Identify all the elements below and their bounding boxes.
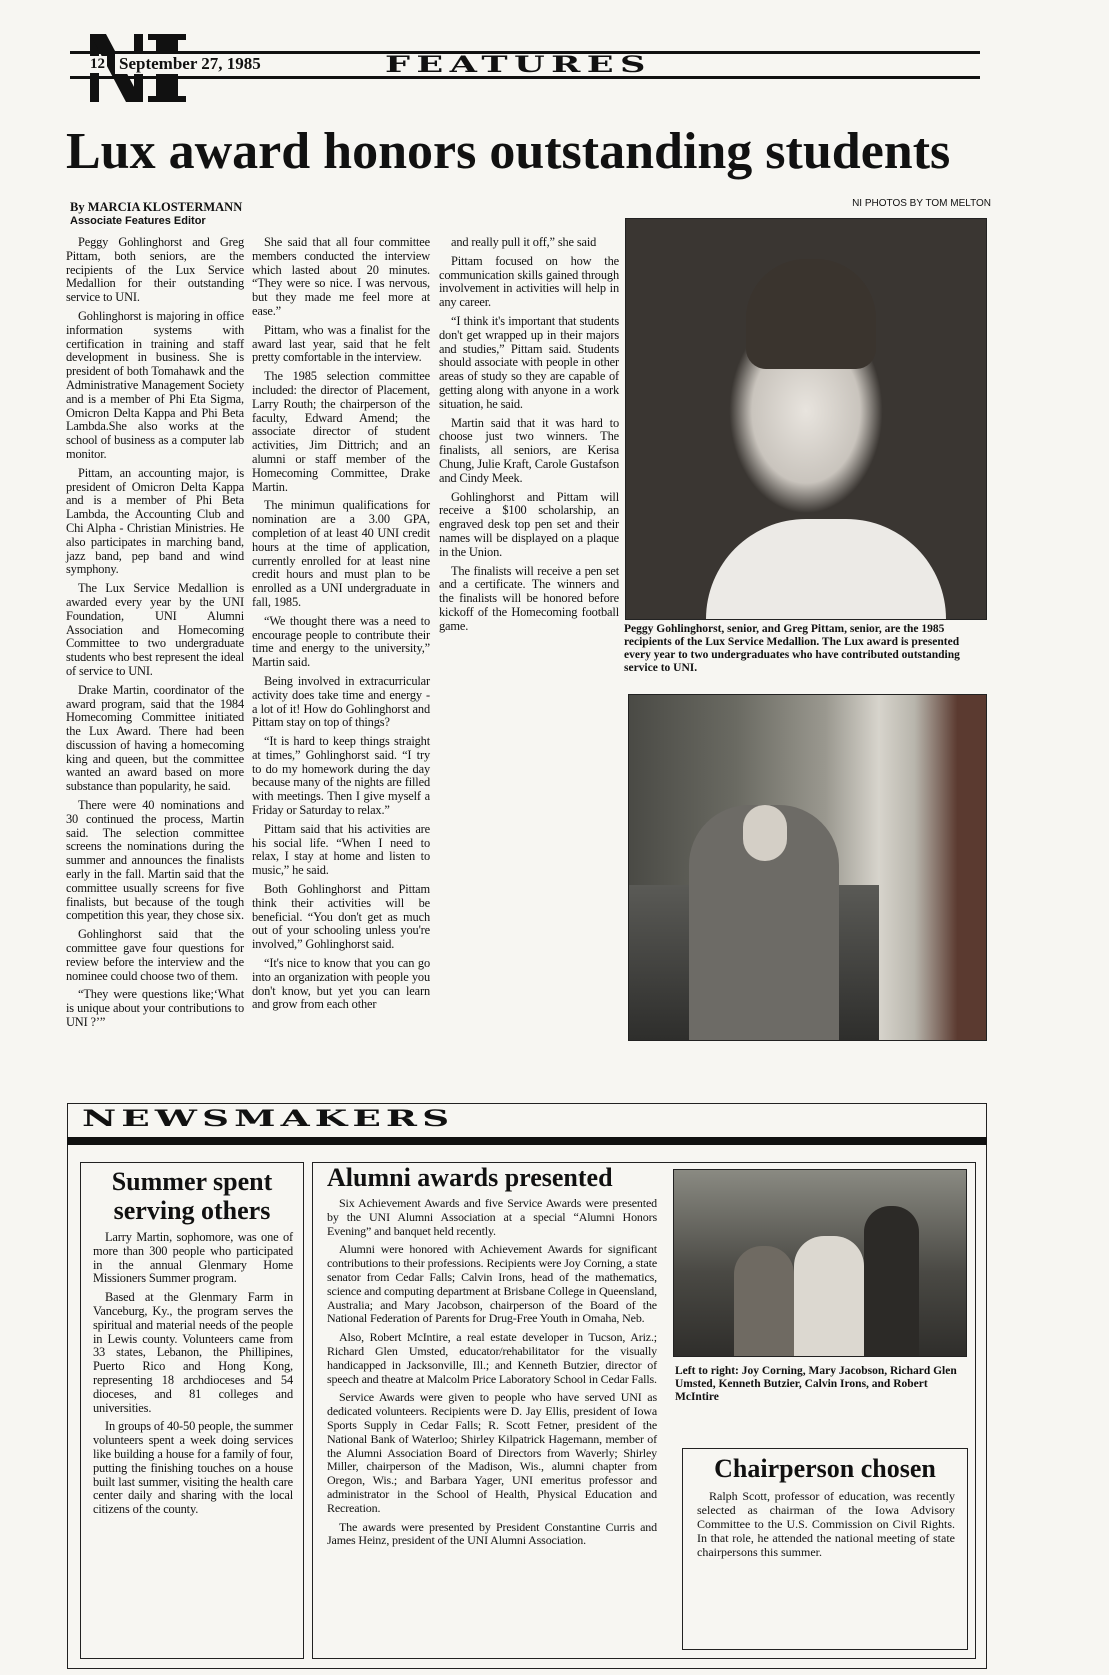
- photo-head-shape: [743, 805, 787, 861]
- paragraph: Larry Martin, sophomore, was one of more than 300 people who participated in the annual Glenmary Home Missioners Summer program.: [93, 1230, 293, 1286]
- page-number: 12: [90, 56, 105, 72]
- chairperson-body: Ralph Scott, professor of education, was recently selected as chairman of the Iowa Advisory Committee to the U.S. Commission on Civil Rights. In that role, he attended the national meeting of state chairpersons this summer.: [697, 1489, 955, 1559]
- chairperson-story-box: [682, 1448, 968, 1650]
- photo-greg-pittam: [628, 694, 987, 1041]
- summer-story-box: [80, 1162, 304, 1659]
- paragraph: Gohlinghorst is majoring in office information systems with certification in training and staff development in business. She is president of both Tomahawk and the Administrative Management Society and is a member of Phi Eta Sigma, Omicron Delta Kappa and Phi Beta Lambda.She also works at the school of business as a computer lab monitor.: [66, 308, 244, 461]
- paragraph: Martin said that it was hard to choose just two winners. The finalists, all seniors, are Kerisa Chung, Julie Kraft, Carole Gustafson and Cindy Meek.: [439, 415, 619, 485]
- alumni-group-photo: [673, 1169, 967, 1357]
- paragraph: Based at the Glenmary Farm in Vanceburg, Ky., the program serves the spiritual and material needs of the people in Lewis county. Volunteers came from 33 states, Lebanon, the Phillipines, Puerto Rico and Hong Kong, representing 18 archdioceses and 54 dioceses, and 81 colleges and universities.: [93, 1290, 293, 1415]
- paragraph: Pittam focused on how the communication skills gained through involvement in activities will help in any career.: [439, 253, 619, 310]
- paragraph: The Lux Service Medallion is awarded every year by the UNI Foundation, UNI Alumni Association and Homecoming Committee to two undergraduate students who best represent the ideal of service to UNI.: [66, 581, 244, 678]
- paragraph: “They were questions like;‘What is unique about your contributions to UNI ?’”: [66, 987, 244, 1030]
- alumni-headline: Alumni awards presented: [327, 1163, 613, 1192]
- article-column-1: [66, 236, 244, 1035]
- paragraph: Six Achievement Awards and five Service Awards were presented by the UNI Alumni Association at a special “Alumni Honors Evening” and banquet held recently.: [327, 1196, 657, 1238]
- paragraph: “We thought there was a need to encourage people to contribute their time and energy to the university,” Martin said.: [252, 613, 430, 670]
- paragraph: The finalists will receive a pen set and a certificate. The winners and the finalists will be honored before kickoff of the Homecoming football game.: [439, 563, 619, 633]
- chairperson-headline: Chairperson chosen: [714, 1454, 936, 1483]
- paragraph: Both Gohlinghorst and Pittam think their activities will be beneficial. “You don't get as much out of your schooling unless you're involved,” Gohlinghorst said.: [252, 882, 430, 952]
- photo-person-shape: [864, 1206, 919, 1356]
- paragraph: Pittam said that his activities are his social life. “When I need to relax, I stay at home and listen to music,” he said.: [252, 821, 430, 878]
- paragraph: There were 40 nominations and 30 continued the process, Martin said. The selection committee screens the nominations during the summer and announces the finalists early in the fall. Martin said that the committee usually screens for five finalists, but because of the tough competition this year, they chose six.: [66, 798, 244, 923]
- byline-author: By MARCIA KLOSTERMANN: [70, 200, 243, 214]
- photo-person-shape: [734, 1246, 794, 1356]
- paragraph: Service Awards were given to people who have served UNI as dedicated volunteers. Recipients were D. Jay Ellis, president of Iowa Sports Supply in Cedar Falls; R. Scott Fetner, president of the National Bank of Waterloo; Shirley Kilpatrick Hagemann, member of the Alumni Association Board of Directors from Waverly; Shirley Miller, chairperson of the Madison, Wis., alumni chapter from Oregon, Wis.; and Barbara Yager, UNI emeritus professor and administrator in the School of Health, Physical Education and Recreation.: [327, 1390, 657, 1515]
- paragraph: The minimun qualifications for nomination are a 3.00 GPA, completion of at least 40 UNI credit hours at the time of application, currently enrolled for at least nine credit hours and must plan to be enrolled as a UNI undergraduate in fall, 1985.: [252, 498, 430, 609]
- photo-hair-shape: [746, 259, 876, 369]
- alumni-photo-caption: Left to right: Joy Corning, Mary Jacobson, Richard Glen Umsted, Kenneth Butzier, Calvin Irons, and Robert McIntire: [675, 1365, 957, 1403]
- photo-caption-lux: Peggy Gohlinghorst, senior, and Greg Pittam, senior, are the 1985 recipients of the Lux Service Medallion. The Lux award is presented every year to two undergraduates who have contributed outstanding service to UNI.: [624, 623, 960, 674]
- section-title: FEATURES: [385, 52, 652, 78]
- paragraph: “It's nice to know that you can go into an organization with people you don't know, but yet you can learn and grow from each other: [252, 956, 430, 1012]
- alumni-body: [327, 1197, 657, 1553]
- paragraph: Drake Martin, coordinator of the award program, said that the 1984 Homecoming Committee initiated the Lux Award. There had been discussion of having a homecoming king and queen, but the committee wanted an award based on more substance than popularity, he said.: [66, 682, 244, 794]
- byline-title: Associate Features Editor: [70, 215, 206, 227]
- paragraph: Also, Robert McIntire, a real estate developer in Tucson, Ariz.; Richard Glen Umsted, educator/rehabilitator for the visually handicapped in Jacksonville, Ill.; and Kenneth Butzier, director of speech and theatre at Malcolm Price Laboratory School in Cedar Falls.: [327, 1330, 657, 1386]
- paragraph: “I think it's important that students don't get wrapped up in their majors and studies,” Pittam said. Students should associate with people in other areas of study so they are capable of getting along with anyone in a work situation, he said.: [439, 313, 619, 411]
- paragraph: In groups of 40-50 people, the summer volunteers spent a week doing services like building a house for a family of four, putting the finishing touches on a house built last summer, visiting the health care center daily and sharing with the local citizens of the county.: [93, 1419, 293, 1517]
- photo-sweater-shape: [706, 519, 946, 619]
- issue-date: September 27, 1985: [115, 54, 265, 74]
- summer-body: [93, 1231, 293, 1517]
- paragraph: The 1985 selection committee included: the director of Placement, Larry Routh; the chairperson of the faculty, Edward Amend; the associate director of student activities, Jim Dittrich; and an alumni or staff member of the Homecoming Committee, Drake Martin.: [252, 369, 430, 494]
- newsmakers-title: NEWSMAKERS: [82, 1106, 455, 1132]
- paragraph: Gohlinghorst said that the committee gave four questions for review before the interview and the nominee could choose two of them.: [66, 927, 244, 983]
- byline: [70, 200, 242, 227]
- paragraph: Alumni were honored with Achievement Awards for significant contributions to their professions. Recipients were Joy Corning, a state senator from Cedar Falls; Calvin Irons, head of the mathematics, science and computing department at Brisbane College in Queensland, Australia; and Mary Jacobson, chairperson of the Board of the National Federation of Parents for Drug-Free Youth in Omaha, Neb.: [327, 1242, 657, 1326]
- paragraph: She said that all four committee members conducted the interview which lasted about 20 minutes. “They were so nice. I was nervous, but they made me feel more at ease.”: [252, 235, 430, 318]
- portrait-photo-peggy: [625, 218, 987, 620]
- paragraph: Pittam, an accounting major, is president of Omicron Delta Kappa and is a member of Phi Beta Lambda, the Accounting Club and Chi Alpha - Christian Ministries. He also participates in marching band, jazz band, pep band and wind symphony.: [66, 465, 244, 577]
- paragraph: and really pull it off,” she said: [451, 235, 597, 249]
- newsmakers-rule: [67, 1137, 987, 1145]
- photo-person-shape: [794, 1236, 864, 1356]
- photo-credit: NI PHOTOS BY TOM MELTON: [852, 198, 991, 209]
- paragraph: “It is hard to keep things straight at times,” Gohlinghorst said. “I try to do my homework during the day because many of the nights are filled with meetings. Then I give myself a Friday or Saturday to relax.”: [252, 734, 430, 818]
- paragraph: The awards were presented by President Constantine Curris and James Heinz, president of the UNI Alumni Association.: [327, 1519, 657, 1548]
- summer-headline: Summer spent serving others: [111, 1167, 273, 1225]
- paragraph: Pittam, who was a finalist for the award last year, said that he felt pretty comfortable in the interview.: [252, 322, 430, 365]
- paragraph: Peggy Gohlinghorst and Greg Pittam, both seniors, are the recipients of the Lux Service Medallion for their outstanding service to UNI.: [66, 235, 244, 305]
- paragraph: Gohlinghorst and Pittam will receive a $100 scholarship, an engraved desk top pen set and their names will be displayed on a plaque in the Union.: [439, 489, 619, 559]
- paragraph: Being involved in extracurricular activity does take time and energy - a lot of it! How do Gohlinghorst and Pittam stay on top of things?: [252, 673, 430, 730]
- article-column-3: [439, 236, 619, 639]
- article-headline: Lux award honors outstanding students: [66, 123, 951, 180]
- article-column-2: [252, 236, 430, 1017]
